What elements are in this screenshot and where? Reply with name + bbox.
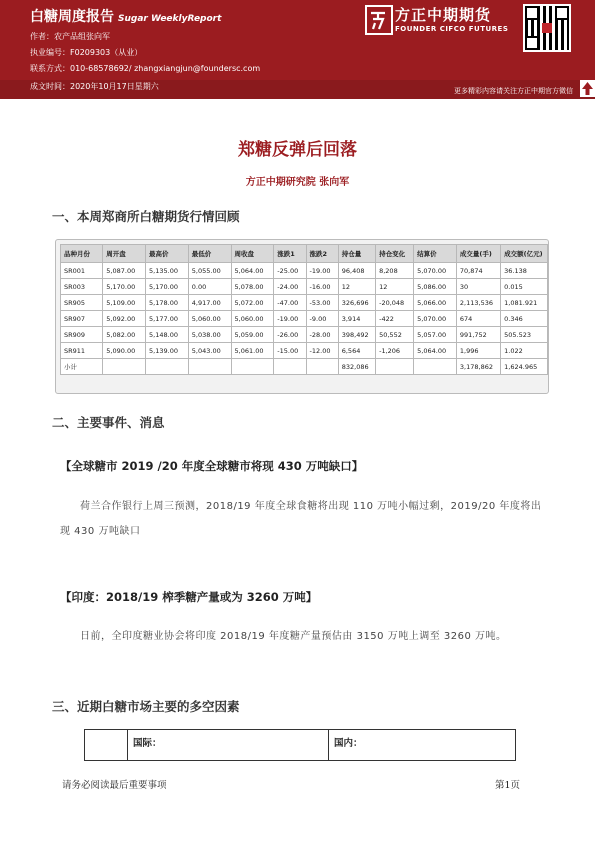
col-header: 涨跌1 xyxy=(274,245,306,263)
table-cell: 5,064.00 xyxy=(414,343,457,359)
date-meta: 成文时间：2020年10月17日星期六 xyxy=(30,82,159,91)
table-row xyxy=(61,311,548,327)
table-cell: 5,170.00 xyxy=(146,279,189,295)
table-cell: 30 xyxy=(456,279,500,295)
table-cell: 5,057.00 xyxy=(414,327,457,343)
table-cell: 5,178.00 xyxy=(146,295,189,311)
table-cell: SR003 xyxy=(61,279,103,295)
table-cell: 5,086.00 xyxy=(414,279,457,295)
table-cell: 5,170.00 xyxy=(103,279,146,295)
arrow-up-icon xyxy=(580,80,595,97)
col-header: 持仓变化 xyxy=(376,245,414,263)
report-title-cn: 白糖周度报告 xyxy=(30,9,114,25)
table-cell: 50,552 xyxy=(376,327,414,343)
table-cell: -47.00 xyxy=(274,295,306,311)
table-cell: 5,061.00 xyxy=(231,343,274,359)
news-body-2: 日前，全印度糖业协会将印度 2018/19 年度糖产量预估由 3150 万吨上调至 3260 万吨。 xyxy=(80,631,507,642)
table-cell: 5,038.00 xyxy=(188,327,231,343)
table-cell: -15.00 xyxy=(274,343,306,359)
table-cell: 5,066.00 xyxy=(414,295,457,311)
table-cell: SR905 xyxy=(61,295,103,311)
document-author: 方正中期研究院 张向军 xyxy=(245,177,350,188)
table-cell: SR909 xyxy=(61,327,103,343)
table-cell: -53.00 xyxy=(306,295,338,311)
table-cell: 5,064.00 xyxy=(231,263,274,279)
table-cell: 5,072.00 xyxy=(231,295,274,311)
table-cell: 326,696 xyxy=(338,295,375,311)
table-cell: 5,060.00 xyxy=(231,311,274,327)
col-header: 周收盘 xyxy=(231,245,274,263)
table-cell xyxy=(231,359,274,375)
table-cell: -24.00 xyxy=(274,279,306,295)
table-cell xyxy=(274,359,306,375)
table-cell: 5,070.00 xyxy=(414,311,457,327)
table-cell: 小计 xyxy=(61,359,103,375)
domestic-factor-label: 国内： xyxy=(334,738,363,749)
table-cell: 398,492 xyxy=(338,327,375,343)
col-header: 周开盘 xyxy=(103,245,146,263)
table-cell: -26.00 xyxy=(274,327,306,343)
table-cell: SR907 xyxy=(61,311,103,327)
table-row xyxy=(61,327,548,343)
table-cell: 8,208 xyxy=(376,263,414,279)
table-cell: -12.00 xyxy=(306,343,338,359)
section-heading-1: 一、本周郑商所白糖期货行情回顾 xyxy=(52,209,240,224)
table-cell: 3,178,862 xyxy=(456,359,500,375)
table-cell: SR001 xyxy=(61,263,103,279)
table-header-row xyxy=(61,245,548,263)
table-cell: 1,081.921 xyxy=(501,295,548,311)
license-meta: 执业编号：F0209303（从业） xyxy=(30,48,143,57)
news-body-1: 荷兰合作银行上周三预测，2018/19 年度全球食糖将出现 110 万吨小幅过剩，2019/20 年度将出现 430 万吨缺口 xyxy=(60,501,542,537)
page-number: 第1页 xyxy=(495,780,521,791)
table-cell: 96,408 xyxy=(338,263,375,279)
table-cell: 2,113,536 xyxy=(456,295,500,311)
table-cell: 5,070.00 xyxy=(414,263,457,279)
table-cell: -422 xyxy=(376,311,414,327)
table-row xyxy=(61,295,548,311)
table-cell: 5,092.00 xyxy=(103,311,146,327)
table-cell: 5,090.00 xyxy=(103,343,146,359)
company-name: 方正中期期货 xyxy=(395,6,492,24)
table-row xyxy=(61,343,548,359)
table-cell: -1,206 xyxy=(376,343,414,359)
company-name-en: FOUNDER CIFCO FUTURES xyxy=(395,25,509,33)
table-cell: 505.523 xyxy=(501,327,548,343)
table-cell: 5,139.00 xyxy=(146,343,189,359)
table-cell: -19.00 xyxy=(274,311,306,327)
col-header: 品种月份 xyxy=(61,245,103,263)
table-cell: 12 xyxy=(338,279,375,295)
contact-meta: 联系方式：010-68578692/ zhangxiangjun@foundersc.com xyxy=(30,64,261,73)
table-cell xyxy=(103,359,146,375)
col-header: 成交量(手) xyxy=(456,245,500,263)
follow-wechat-text[interactable]: 更多精彩内容请关注方正中期官方微信 xyxy=(454,87,573,95)
table-cell: -25.00 xyxy=(274,263,306,279)
table-cell: 5,060.00 xyxy=(188,311,231,327)
table-cell xyxy=(306,359,338,375)
table-cell: 1,624.965 xyxy=(501,359,548,375)
table-cell: -16.00 xyxy=(306,279,338,295)
report-title-en: Sugar WeeklyReport xyxy=(118,14,222,24)
author-meta: 作者：农产品组张向军 xyxy=(30,32,110,41)
intl-factor-label: 国际： xyxy=(133,738,162,749)
col-header: 最低价 xyxy=(188,245,231,263)
section-heading-2: 二、主要事件、消息 xyxy=(52,415,165,430)
table-row xyxy=(61,359,548,375)
market-table-panel xyxy=(55,239,549,394)
qr-code-icon[interactable] xyxy=(523,4,571,52)
table-cell: -28.00 xyxy=(306,327,338,343)
table-cell: 991,752 xyxy=(456,327,500,343)
factors-table xyxy=(84,729,516,761)
table-cell: 0.00 xyxy=(188,279,231,295)
col-header: 最高价 xyxy=(146,245,189,263)
section-heading-3: 三、近期白糖市场主要的多空因素 xyxy=(52,699,240,714)
table-cell: 0.346 xyxy=(501,311,548,327)
news-headline-2: 【印度：2018/19 榨季糖产量或为 3260 万吨】 xyxy=(60,590,318,604)
col-header: 涨跌2 xyxy=(306,245,338,263)
table-cell: 3,914 xyxy=(338,311,375,327)
document-title: 郑糖反弹后回落 xyxy=(238,140,357,160)
table-cell: 12 xyxy=(376,279,414,295)
table-cell: 674 xyxy=(456,311,500,327)
table-cell: 70,874 xyxy=(456,263,500,279)
table-cell: 6,564 xyxy=(338,343,375,359)
company-logo-icon xyxy=(365,5,393,35)
col-header: 成交额(亿元) xyxy=(501,245,548,263)
col-header: 持仓量 xyxy=(338,245,375,263)
table-row xyxy=(61,279,548,295)
table-cell: 4,917.00 xyxy=(188,295,231,311)
table-cell: 5,177.00 xyxy=(146,311,189,327)
table-cell: 36.138 xyxy=(501,263,548,279)
table-cell: 1.022 xyxy=(501,343,548,359)
table-cell xyxy=(414,359,457,375)
table-cell: 5,078.00 xyxy=(231,279,274,295)
table-row xyxy=(61,263,548,279)
table-cell: 5,087.00 xyxy=(103,263,146,279)
table-cell: 5,082.00 xyxy=(103,327,146,343)
table-cell: -19.00 xyxy=(306,263,338,279)
table-cell: 5,043.00 xyxy=(188,343,231,359)
table-cell: 5,135.00 xyxy=(146,263,189,279)
table-cell xyxy=(376,359,414,375)
table-cell: 5,148.00 xyxy=(146,327,189,343)
table-cell: 5,055.00 xyxy=(188,263,231,279)
table-cell: 1,996 xyxy=(456,343,500,359)
footer-disclaimer: 请务必阅读最后重要事项 xyxy=(62,780,167,791)
col-header: 结算价 xyxy=(414,245,457,263)
table-cell: -20,048 xyxy=(376,295,414,311)
table-cell xyxy=(188,359,231,375)
table-cell xyxy=(146,359,189,375)
table-cell: 5,059.00 xyxy=(231,327,274,343)
market-quotes-table xyxy=(60,244,548,375)
news-headline-1: 【全球糖市 2019 /20 年度全球糖市将现 430 万吨缺口】 xyxy=(60,459,364,473)
table-cell: 832,086 xyxy=(338,359,375,375)
table-cell: 0.015 xyxy=(501,279,548,295)
report-title xyxy=(30,6,221,26)
table-cell: -9.00 xyxy=(306,311,338,327)
table-cell: 5,109.00 xyxy=(103,295,146,311)
table-cell: SR911 xyxy=(61,343,103,359)
